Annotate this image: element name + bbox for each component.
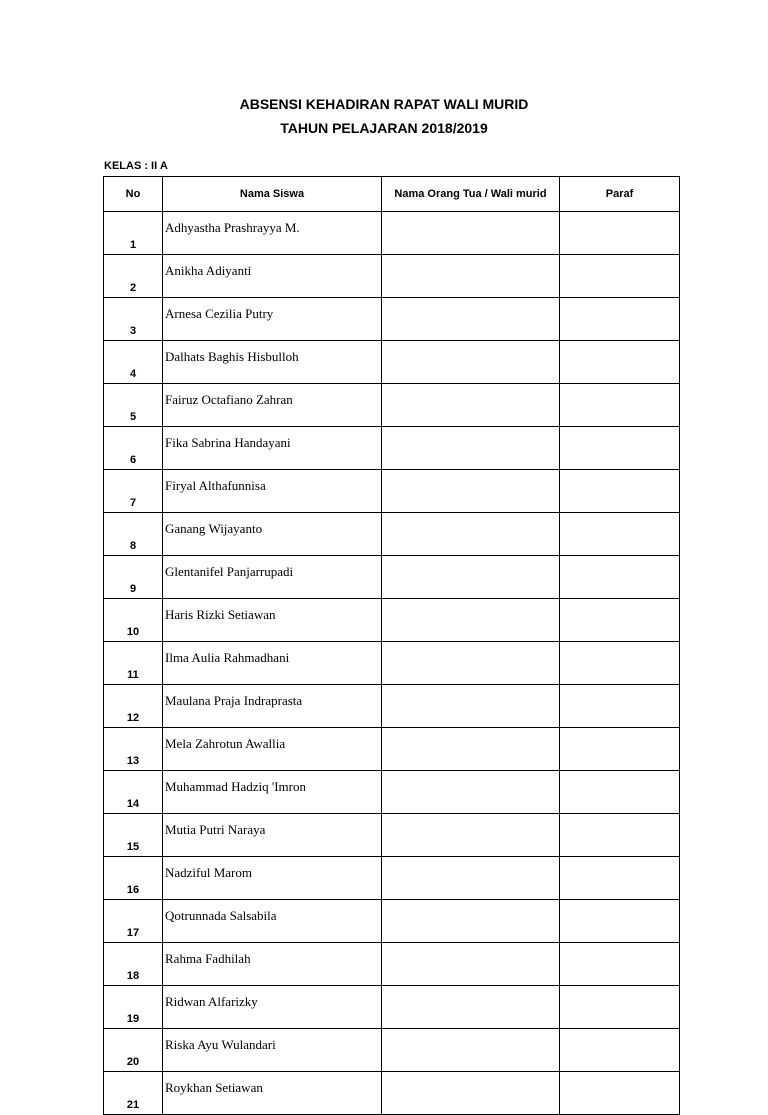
row-number: 8 [104, 513, 163, 556]
parent-name-cell[interactable] [382, 341, 560, 384]
signature-cell[interactable] [560, 1072, 680, 1115]
student-name: Adhyastha Prashrayya M. [163, 212, 382, 255]
table-row [104, 857, 680, 900]
row-number: 19 [104, 986, 163, 1029]
table-row [104, 427, 680, 470]
student-name: Dalhats Baghis Hisbulloh [163, 341, 382, 384]
row-number: 12 [104, 685, 163, 728]
row-number: 15 [104, 814, 163, 857]
parent-name-cell[interactable] [382, 427, 560, 470]
student-name: Ilma Aulia Rahmadhani [163, 642, 382, 685]
table-row [104, 384, 680, 427]
signature-cell[interactable] [560, 857, 680, 900]
parent-name-cell[interactable] [382, 1029, 560, 1072]
table-row [104, 1072, 680, 1115]
table-row [104, 814, 680, 857]
student-name: Fairuz Octafiano Zahran [163, 384, 382, 427]
row-number: 6 [104, 427, 163, 470]
parent-name-cell[interactable] [382, 771, 560, 814]
student-name: Mela Zahrotun Awallia [163, 728, 382, 771]
signature-cell[interactable] [560, 341, 680, 384]
parent-name-cell[interactable] [382, 900, 560, 943]
signature-cell[interactable] [560, 212, 680, 255]
signature-cell[interactable] [560, 1029, 680, 1072]
row-number: 11 [104, 642, 163, 685]
parent-name-cell[interactable] [382, 814, 560, 857]
table-row [104, 513, 680, 556]
signature-cell[interactable] [560, 943, 680, 986]
parent-name-cell[interactable] [382, 556, 560, 599]
parent-name-cell[interactable] [382, 212, 560, 255]
student-name: Roykhan Setiawan [163, 1072, 382, 1115]
table-row [104, 599, 680, 642]
table-row [104, 298, 680, 341]
signature-cell[interactable] [560, 384, 680, 427]
row-number: 5 [104, 384, 163, 427]
parent-name-cell[interactable] [382, 1072, 560, 1115]
row-number: 21 [104, 1072, 163, 1115]
row-number: 13 [104, 728, 163, 771]
student-name: Haris Rizki Setiawan [163, 599, 382, 642]
parent-name-cell[interactable] [382, 986, 560, 1029]
table-row [104, 900, 680, 943]
signature-cell[interactable] [560, 986, 680, 1029]
table-row [104, 212, 680, 255]
table-row [104, 1029, 680, 1072]
student-name: Ganang Wijayanto [163, 513, 382, 556]
table-row [104, 685, 680, 728]
document-title [0, 92, 768, 140]
student-name: Glentanifel Panjarrupadi [163, 556, 382, 599]
row-number: 9 [104, 556, 163, 599]
signature-cell[interactable] [560, 599, 680, 642]
table-row [104, 341, 680, 384]
signature-cell[interactable] [560, 814, 680, 857]
table-row [104, 470, 680, 513]
table-row [104, 943, 680, 986]
table-row [104, 986, 680, 1029]
table-row [104, 556, 680, 599]
parent-name-cell[interactable] [382, 685, 560, 728]
header-signature: Paraf [560, 177, 680, 212]
student-name: Qotrunnada Salsabila [163, 900, 382, 943]
student-name: Arnesa Cezilia Putry [163, 298, 382, 341]
parent-name-cell[interactable] [382, 255, 560, 298]
signature-cell[interactable] [560, 900, 680, 943]
signature-cell[interactable] [560, 255, 680, 298]
row-number: 3 [104, 298, 163, 341]
signature-cell[interactable] [560, 470, 680, 513]
row-number: 7 [104, 470, 163, 513]
attendance-table [103, 176, 680, 1115]
row-number: 4 [104, 341, 163, 384]
parent-name-cell[interactable] [382, 728, 560, 771]
student-name: Riska Ayu Wulandari [163, 1029, 382, 1072]
row-number: 20 [104, 1029, 163, 1072]
parent-name-cell[interactable] [382, 642, 560, 685]
signature-cell[interactable] [560, 427, 680, 470]
student-name: Muhammad Hadziq 'Imron [163, 771, 382, 814]
title-line-2: TAHUN PELAJARAN 2018/2019 [280, 120, 488, 136]
parent-name-cell[interactable] [382, 513, 560, 556]
student-name: Mutia Putri Naraya [163, 814, 382, 857]
table-row [104, 728, 680, 771]
signature-cell[interactable] [560, 513, 680, 556]
parent-name-cell[interactable] [382, 857, 560, 900]
table-header-row [104, 177, 680, 212]
table-row [104, 255, 680, 298]
parent-name-cell[interactable] [382, 298, 560, 341]
row-number: 17 [104, 900, 163, 943]
student-name: Ridwan Alfarizky [163, 986, 382, 1029]
table-row [104, 642, 680, 685]
signature-cell[interactable] [560, 298, 680, 341]
student-name: Rahma Fadhilah [163, 943, 382, 986]
row-number: 18 [104, 943, 163, 986]
student-name: Anikha Adiyanti [163, 255, 382, 298]
row-number: 16 [104, 857, 163, 900]
student-name: Firyal Althafunnisa [163, 470, 382, 513]
title-line-1: ABSENSI KEHADIRAN RAPAT WALI MURID [239, 96, 529, 112]
table-body [104, 212, 680, 1115]
signature-cell[interactable] [560, 728, 680, 771]
parent-name-cell[interactable] [382, 599, 560, 642]
parent-name-cell[interactable] [382, 470, 560, 513]
header-parent-name: Nama Orang Tua / Wali murid [382, 177, 560, 212]
header-no: No [104, 177, 163, 212]
student-name: Fika Sabrina Handayani [163, 427, 382, 470]
signature-cell[interactable] [560, 771, 680, 814]
signature-cell[interactable] [560, 685, 680, 728]
class-label: KELAS : II A [104, 160, 168, 172]
parent-name-cell[interactable] [382, 384, 560, 427]
parent-name-cell[interactable] [382, 943, 560, 986]
table-row [104, 771, 680, 814]
student-name: Maulana Praja Indraprasta [163, 685, 382, 728]
row-number: 10 [104, 599, 163, 642]
row-number: 2 [104, 255, 163, 298]
signature-cell[interactable] [560, 556, 680, 599]
row-number: 1 [104, 212, 163, 255]
signature-cell[interactable] [560, 642, 680, 685]
row-number: 14 [104, 771, 163, 814]
student-name: Nadziful Marom [163, 857, 382, 900]
header-student-name: Nama Siswa [163, 177, 382, 212]
